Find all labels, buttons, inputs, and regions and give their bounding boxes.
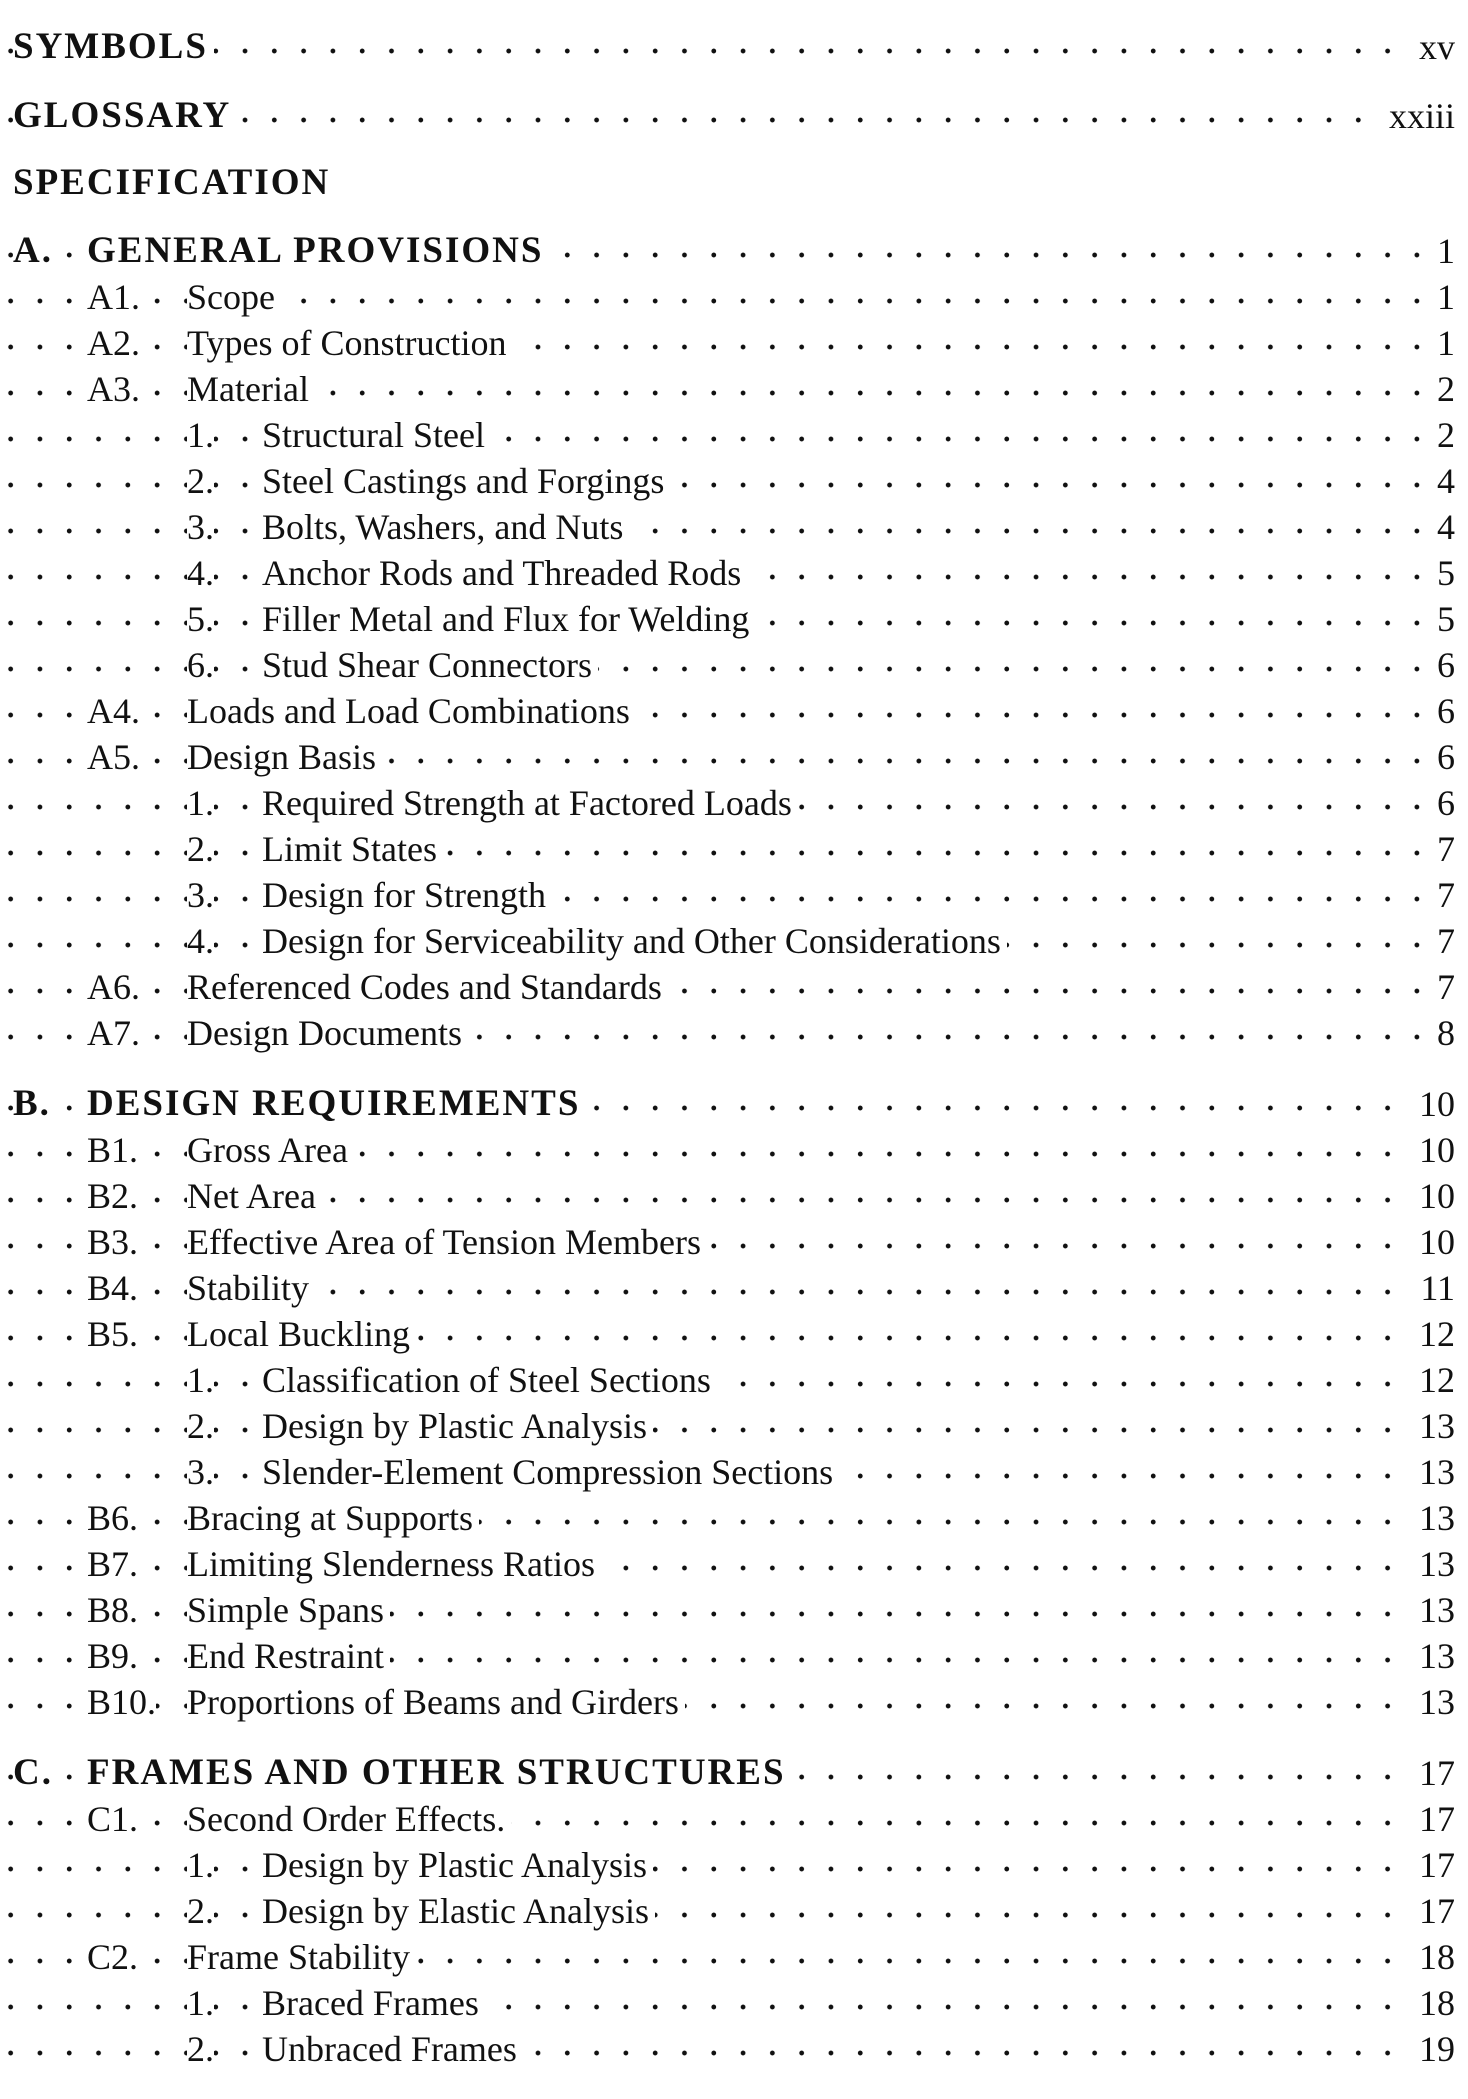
entry-number: 3.	[187, 1449, 214, 1495]
entry-number: 1.	[187, 1357, 214, 1403]
toc-subitem[interactable]	[0, 1842, 1468, 1888]
entry-title: Net Area	[187, 1173, 322, 1219]
toc-subitem[interactable]	[0, 780, 1468, 826]
toc-subitem[interactable]	[0, 1888, 1468, 1934]
entry-title: Local Buckling	[187, 1311, 416, 1357]
entry-title: Design by Plastic Analysis	[262, 1842, 653, 1888]
entry-number: 5.	[187, 596, 214, 642]
entry-title: Limiting Slenderness Ratios	[187, 1541, 601, 1587]
toc-entry-symbols[interactable]	[0, 24, 1468, 70]
entry-number: B8.	[87, 1587, 138, 1633]
toc-item[interactable]	[0, 1219, 1468, 1265]
toc-section[interactable]	[0, 228, 1468, 274]
toc-subitem[interactable]	[0, 1357, 1468, 1403]
toc-section[interactable]	[0, 1081, 1468, 1127]
entry-number: B6.	[87, 1495, 138, 1541]
entry-title: Design Documents	[187, 1010, 468, 1056]
entry-page-number: xv	[1411, 24, 1455, 70]
entry-title: Stud Shear Connectors	[262, 642, 598, 688]
entry-number: 2.	[187, 1403, 214, 1449]
toc-entry-glossary[interactable]	[0, 93, 1468, 139]
entry-page-number: 18	[1411, 1980, 1455, 2026]
entry-page-number: 17	[1411, 1842, 1455, 1888]
entry-title: Proportions of Beams and Girders	[187, 1679, 685, 1725]
entry-page-number: 10	[1411, 1173, 1455, 1219]
toc-item[interactable]	[0, 1495, 1468, 1541]
entry-number: A4.	[87, 688, 140, 734]
toc-item[interactable]	[0, 1541, 1468, 1587]
entry-page-number: 6	[1429, 688, 1455, 734]
entry-page-number: 17	[1411, 1888, 1455, 1934]
entry-number: C.	[13, 1750, 53, 1796]
toc-subitem[interactable]	[0, 1403, 1468, 1449]
entry-title: Gross Area	[187, 1127, 354, 1173]
toc-subitem[interactable]	[0, 412, 1468, 458]
entry-number: 3.	[187, 872, 214, 918]
entry-number: 2.	[187, 458, 214, 504]
entry-page-number: 13	[1411, 1449, 1455, 1495]
entry-number: B9.	[87, 1633, 138, 1679]
entry-page-number: 10	[1411, 1081, 1455, 1127]
entry-title: Filler Metal and Flux for Welding	[262, 596, 755, 642]
entry-page-number: xxiii	[1381, 93, 1455, 139]
toc-subitem[interactable]	[0, 642, 1468, 688]
entry-number: A6.	[87, 964, 140, 1010]
toc-item[interactable]	[0, 1796, 1468, 1842]
toc-subitem[interactable]	[0, 458, 1468, 504]
entry-page-number: 13	[1411, 1587, 1455, 1633]
entry-title: GLOSSARY	[13, 93, 237, 139]
entry-number: B3.	[87, 1219, 138, 1265]
toc-item[interactable]	[0, 734, 1468, 780]
entry-title: Types of Construction	[187, 320, 512, 366]
toc-item[interactable]	[0, 1934, 1468, 1980]
entry-title: DESIGN REQUIREMENTS	[87, 1081, 586, 1127]
entry-page-number: 13	[1411, 1633, 1455, 1679]
entry-title: Classification of Steel Sections	[262, 1357, 717, 1403]
entry-page-number: 11	[1412, 1265, 1455, 1311]
toc-item[interactable]	[0, 964, 1468, 1010]
entry-title: Steel Castings and Forgings	[262, 458, 670, 504]
entry-title: Structural Steel	[262, 412, 491, 458]
entry-number: C2.	[87, 1934, 138, 1980]
entry-number: B.	[13, 1081, 51, 1127]
toc-item[interactable]	[0, 1173, 1468, 1219]
entry-title: Material	[187, 366, 315, 412]
entry-title: Limit States	[262, 826, 443, 872]
toc-subitem[interactable]	[0, 2026, 1468, 2072]
entry-number: B10.	[87, 1679, 156, 1725]
toc-subitem[interactable]	[0, 1980, 1468, 2026]
entry-page-number: 8	[1429, 1010, 1455, 1056]
entry-number: 6.	[187, 642, 214, 688]
entry-page-number: 17	[1411, 1750, 1455, 1796]
entry-number: B5.	[87, 1311, 138, 1357]
entry-page-number: 12	[1411, 1357, 1455, 1403]
entry-page-number: 13	[1411, 1403, 1455, 1449]
entry-title: Simple Spans	[187, 1587, 390, 1633]
entry-number: 2.	[187, 1888, 214, 1934]
entry-page-number: 6	[1429, 734, 1455, 780]
entry-title: Unbraced Frames	[262, 2026, 523, 2072]
entry-number: 2.	[187, 826, 214, 872]
entry-page-number: 18	[1411, 1934, 1455, 1980]
entry-title: SYMBOLS	[13, 24, 214, 70]
toc-subitem[interactable]	[0, 918, 1468, 964]
toc-item[interactable]	[0, 1311, 1468, 1357]
toc-subitem[interactable]	[0, 826, 1468, 872]
entry-title: Anchor Rods and Threaded Rods	[262, 550, 747, 596]
toc-subitem[interactable]	[0, 550, 1468, 596]
entry-title: Design by Plastic Analysis	[262, 1403, 653, 1449]
toc-item[interactable]	[0, 1127, 1468, 1173]
entry-title: Second Order Effects.	[187, 1796, 511, 1842]
entry-page-number: 4	[1429, 458, 1455, 504]
entry-page-number: 1	[1429, 228, 1455, 274]
entry-page-number: 1	[1429, 274, 1455, 320]
entry-page-number: 13	[1411, 1495, 1455, 1541]
entry-page-number: 10	[1411, 1127, 1455, 1173]
entry-number: 2.	[187, 2026, 214, 2072]
toc-item[interactable]	[0, 1633, 1468, 1679]
entry-title: Referenced Codes and Standards	[187, 964, 668, 1010]
toc-item[interactable]	[0, 1265, 1468, 1311]
entry-page-number: 2	[1429, 366, 1455, 412]
entry-number: 3.	[187, 504, 214, 550]
toc-subitem[interactable]	[0, 596, 1468, 642]
entry-number: B2.	[87, 1173, 138, 1219]
entry-title: Slender-Element Compression Sections	[262, 1449, 839, 1495]
entry-page-number: 2	[1429, 412, 1455, 458]
toc-item[interactable]	[0, 1587, 1468, 1633]
entry-page-number: 6	[1429, 780, 1455, 826]
entry-number: B7.	[87, 1541, 138, 1587]
entry-title: Design Basis	[187, 734, 382, 780]
entry-title: Design by Elastic Analysis	[262, 1888, 655, 1934]
entry-title: Design for Serviceability and Other Considerations	[262, 918, 1007, 964]
toc-subitem[interactable]	[0, 872, 1468, 918]
entry-number: 1.	[187, 1842, 214, 1888]
entry-page-number: 13	[1411, 1541, 1455, 1587]
entry-number: A7.	[87, 1010, 140, 1056]
entry-title: Effective Area of Tension Members	[187, 1219, 707, 1265]
entry-page-number: 5	[1429, 596, 1455, 642]
entry-page-number: 7	[1429, 964, 1455, 1010]
entry-page-number: 19	[1411, 2026, 1455, 2072]
entry-title: GENERAL PROVISIONS	[87, 228, 549, 274]
entry-title: Frame Stability	[187, 1934, 416, 1980]
entry-number: 1.	[187, 412, 214, 458]
entry-page-number: 6	[1429, 642, 1455, 688]
entry-page-number: 7	[1429, 918, 1455, 964]
entry-number: B1.	[87, 1127, 138, 1173]
toc-item[interactable]	[0, 1679, 1468, 1725]
entry-number: A5.	[87, 734, 140, 780]
entry-title: Bracing at Supports	[187, 1495, 479, 1541]
entry-page-number: 7	[1429, 826, 1455, 872]
entry-title: Braced Frames	[262, 1980, 485, 2026]
entry-title: Scope	[187, 274, 281, 320]
entry-number: 4.	[187, 550, 214, 596]
entry-page-number: 1	[1429, 320, 1455, 366]
toc-entry-specification[interactable]	[0, 160, 1468, 206]
toc-item[interactable]	[0, 688, 1468, 734]
entry-title: Loads and Load Combinations	[187, 688, 636, 734]
toc-subitem[interactable]	[0, 504, 1468, 550]
entry-page-number: 17	[1411, 1796, 1455, 1842]
toc-section[interactable]	[0, 1750, 1468, 1796]
toc-subitem[interactable]	[0, 1449, 1468, 1495]
entry-number: A3.	[87, 366, 140, 412]
entry-page-number: 13	[1411, 1679, 1455, 1725]
entry-title: FRAMES AND OTHER STRUCTURES	[87, 1750, 792, 1796]
entry-number: A1.	[87, 274, 140, 320]
entry-title: SPECIFICATION	[13, 160, 336, 206]
entry-page-number: 5	[1429, 550, 1455, 596]
toc-item[interactable]	[0, 274, 1468, 320]
entry-page-number: 7	[1429, 872, 1455, 918]
entry-title: Required Strength at Factored Loads	[262, 780, 798, 826]
entry-number: B4.	[87, 1265, 138, 1311]
entry-title: End Restraint	[187, 1633, 390, 1679]
entry-page-number: 12	[1411, 1311, 1455, 1357]
entry-title: Design for Strength	[262, 872, 552, 918]
entry-title: Stability	[187, 1265, 315, 1311]
entry-page-number: 10	[1411, 1219, 1455, 1265]
toc-item[interactable]	[0, 1010, 1468, 1056]
entry-number: 1.	[187, 780, 214, 826]
entry-number: A2.	[87, 320, 140, 366]
toc-item[interactable]	[0, 320, 1468, 366]
entry-page-number: 4	[1429, 504, 1455, 550]
entry-number: 4.	[187, 918, 214, 964]
toc-item[interactable]	[0, 366, 1468, 412]
entry-number: A.	[13, 228, 53, 274]
entry-title: Bolts, Washers, and Nuts	[262, 504, 629, 550]
entry-number: C1.	[87, 1796, 138, 1842]
entry-number: 1.	[187, 1980, 214, 2026]
